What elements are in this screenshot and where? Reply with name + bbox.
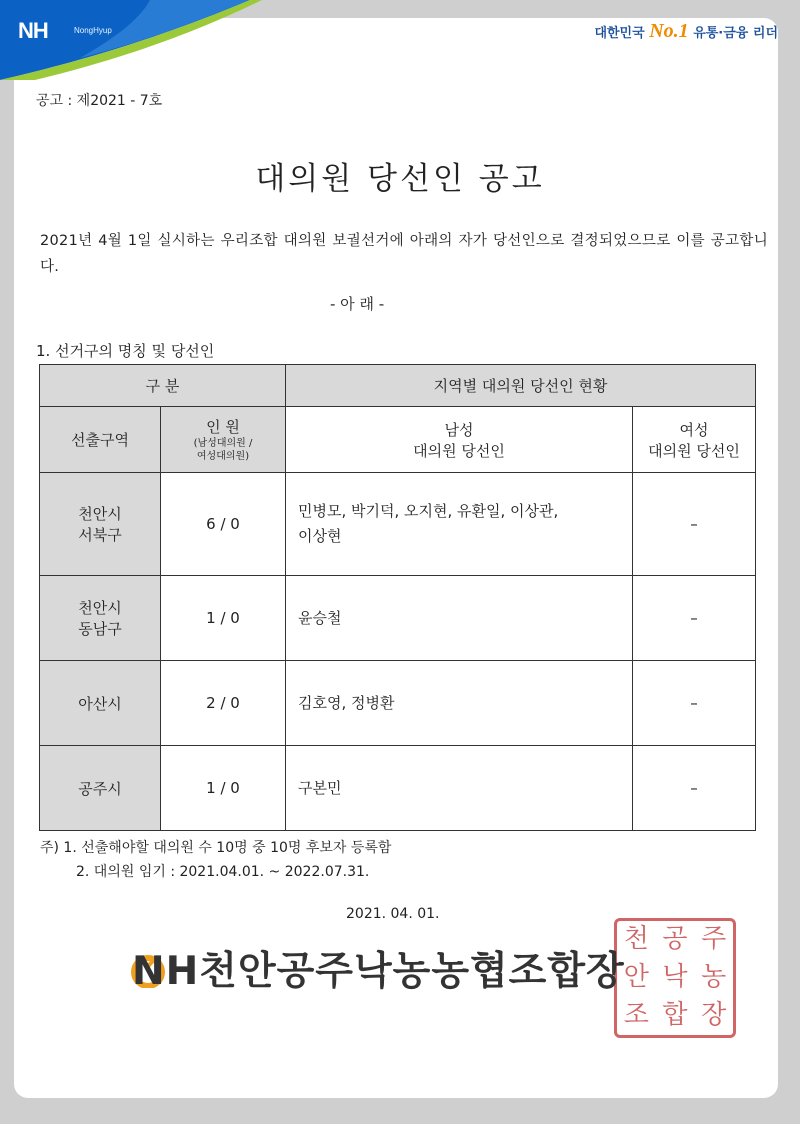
slogan-no1: No.1 bbox=[649, 20, 689, 42]
col-female bbox=[633, 407, 756, 473]
slogan bbox=[594, 20, 778, 43]
col-district: 선출구역 bbox=[40, 407, 161, 473]
slogan-prefix: 대한민국 bbox=[594, 26, 645, 41]
male-elected-cell: 구본민 bbox=[286, 746, 633, 831]
female-elected-cell: – bbox=[633, 473, 756, 576]
district-line2: 동남구 bbox=[78, 620, 122, 638]
page-title: 대의원 당선인 공고 bbox=[255, 161, 545, 197]
official-seal: 천 공 주 안 낙 농 조 합 장 bbox=[614, 918, 736, 1038]
female-elected-cell: – bbox=[633, 576, 756, 661]
col-male-line2: 대의원 당선인 bbox=[413, 441, 505, 460]
district-cell bbox=[40, 576, 161, 661]
table-row bbox=[40, 473, 756, 576]
col-female-line1: 여성 bbox=[679, 420, 709, 439]
section-heading: 1. 선거구의 명칭 및 당선인 bbox=[36, 342, 215, 360]
nh-logo: NH bbox=[18, 18, 48, 43]
col-male-line1: 남성 bbox=[444, 420, 474, 439]
organization-name: NH천안공주낙농농협조합장 bbox=[132, 949, 625, 994]
header-division: 구 분 bbox=[40, 365, 286, 407]
count-cell: 1 / 0 bbox=[161, 746, 286, 831]
count-cell: 1 / 0 bbox=[161, 576, 286, 661]
district-line1: 천안시 bbox=[78, 505, 122, 523]
male-elected-cell: 김호영, 정병환 bbox=[286, 661, 633, 746]
col-count-sub1: (남성대의원 / bbox=[193, 438, 253, 449]
notice-paragraph: 2021년 4월 1일 실시하는 우리조합 대의원 보궐선거에 아래의 자가 당선인으로 결정되었으므로 이를 공고합니다. bbox=[40, 233, 768, 275]
count-cell: 2 / 0 bbox=[161, 661, 286, 746]
district-cell: 아산시 bbox=[40, 661, 161, 746]
col-count-label: 인 원 bbox=[206, 418, 240, 436]
note-1: 주) 1. 선출해야할 대의원 수 10명 중 10명 후보자 등록함 bbox=[40, 840, 392, 856]
table-row bbox=[40, 576, 756, 661]
district-line2: 서북구 bbox=[78, 526, 122, 544]
col-count bbox=[161, 407, 286, 473]
elected-table bbox=[39, 364, 756, 831]
table-row bbox=[40, 661, 756, 746]
below-marker: - 아 래 - bbox=[330, 295, 385, 313]
male-elected-line1: 민병모, 박기덕, 오지현, 유환일, 이상관, bbox=[298, 502, 559, 520]
district-line1: 천안시 bbox=[78, 599, 122, 617]
male-elected-cell bbox=[286, 473, 633, 576]
issue-date: 2021. 04. 01. bbox=[346, 906, 440, 922]
header-status: 지역별 대의원 당선인 현황 bbox=[286, 365, 756, 407]
note-2: 2. 대의원 임기 : 2021.04.01. ~ 2022.07.31. bbox=[76, 864, 370, 880]
female-elected-cell: – bbox=[633, 746, 756, 831]
district-cell bbox=[40, 473, 161, 576]
count-cell: 6 / 0 bbox=[161, 473, 286, 576]
district-cell: 공주시 bbox=[40, 746, 161, 831]
col-count-sub2: 여성대의원) bbox=[196, 451, 250, 462]
slogan-suffix: 유통·금융 리더 bbox=[693, 26, 778, 41]
col-female-line2: 대의원 당선인 bbox=[648, 441, 740, 460]
col-male bbox=[286, 407, 633, 473]
table-row bbox=[40, 746, 756, 831]
male-elected-cell: 윤승철 bbox=[286, 576, 633, 661]
male-elected-line2: 이상현 bbox=[298, 527, 342, 545]
female-elected-cell: – bbox=[633, 661, 756, 746]
notice-number: 공고 : 제2021 - 7호 bbox=[36, 93, 163, 109]
nh-logo-sub: NongHyup bbox=[74, 26, 112, 35]
